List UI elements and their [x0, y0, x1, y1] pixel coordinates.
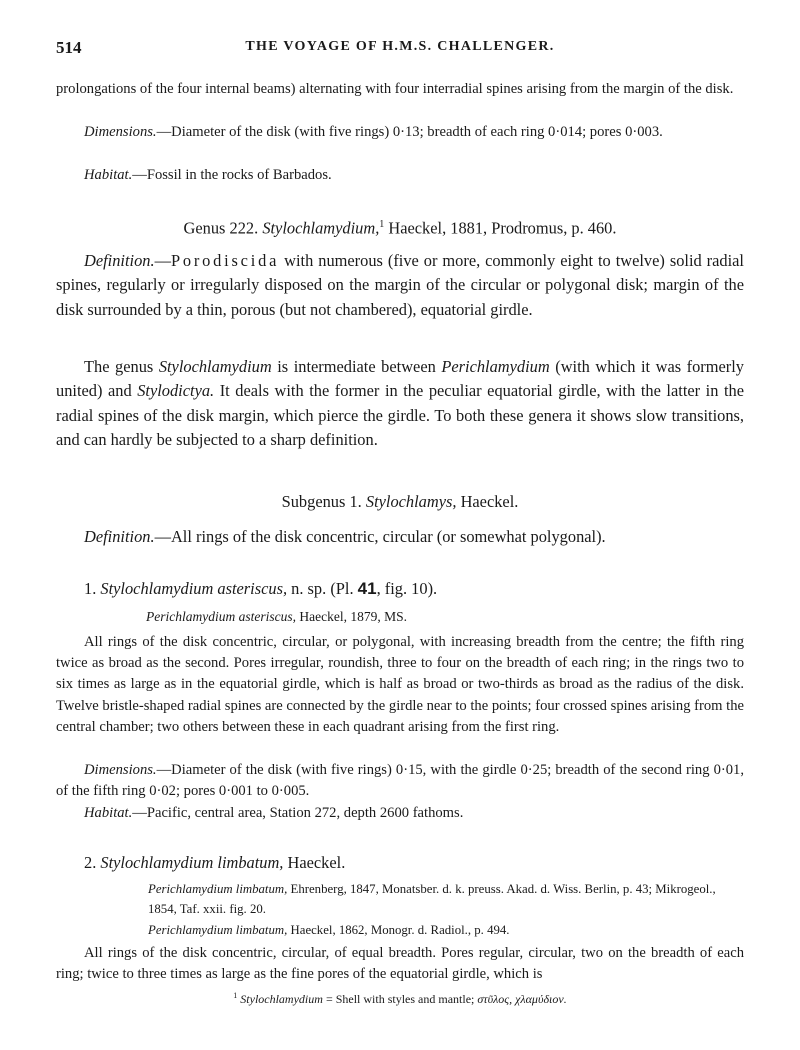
running-title: THE VOYAGE OF H.M.S. CHALLENGER.	[245, 39, 555, 54]
subgenus-heading: Subgenus 1. Stylochlamys, Haeckel.	[281, 492, 519, 511]
definition-label: Definition.	[84, 527, 155, 546]
species1-name: Stylochlamydium asteriscus,	[100, 579, 288, 598]
footnote: $^1$ Stylochlamydium = Shell with styles and mantle; στῦλος, χλαμύδιον.	[233, 991, 567, 1006]
subgenus-name: Stylochlamys,	[365, 492, 457, 511]
species2-synonym-1: Perichlamydium limbatum, Ehrenberg, 1847, Monatsber. d. k. preuss. Akad. d. Wiss. Berlin, p. 43; Mikrogeol., 1854, Taf. xxii. fig. 20.	[148, 882, 716, 917]
species2-description: All rings of the disk concentric, circular, of equal breadth. Pores regular, circular, two on the breadth of each ring; twice to three times as large as the fine pores of the equatorial girdle, which is	[56, 945, 744, 983]
prev-habitat: Habitat.—Fossil in the rocks of Barbados.	[84, 167, 332, 183]
species1-description: All rings of the disk concentric, circular, or polygonal, with increasing breadth from the centre; the fifth ring twice as broad as the second. Pores irregular, roundish, three to four on the breadth of each ring; in the rings two to six times as large as in the equatorial girdle, which is half as broad or two-thirds as broad as the radius of the disk. Twelve bristle-shaped radial spines are connected by the girdle near to the points; four crossed spines arising from the central chamber; two others between these in each quadrant arising from the first ring.	[56, 634, 744, 735]
genus-discussion: The genus Stylochlamydium is intermediate between Perichlamydium (with which it was formerly united) and Stylodictya. It deals with the former in the peculiar equatorial girdle, with the latter in the radial spines of the disk margin, which pierce the girdle. To both these genera it shows slow transitions, and can hardly be subjected to a sharp definition.	[56, 357, 745, 450]
footnote-term: Stylochlamydium	[240, 992, 323, 1006]
plate-number: 41	[357, 579, 377, 598]
page-header	[56, 38, 744, 62]
species1-dimensions: Dimensions.—Diameter of the disk (with five rings) 0·15, with the girdle 0·25; breadth of the second ring 0·01, of the fifth ring 0·02; pores 0·001 to 0·005.	[56, 762, 744, 800]
species2-heading: 2. Stylochlamydium limbatum, Haeckel.	[84, 853, 346, 872]
prev-dimensions: Dimensions.—Diameter of the disk (with five rings) 0·13; breadth of each ring 0·014; pores 0·003.	[84, 124, 663, 140]
genus-name: Stylochlamydium,	[262, 218, 380, 238]
species2-synonym-2: Perichlamydium limbatum, Haeckel, 1862, Monogr. d. Radiol., p. 494.	[148, 923, 510, 937]
page-number: 514	[56, 38, 82, 57]
dimensions-label: Dimensions.	[84, 762, 157, 778]
prev-species-text: prolongations of the four internal beams) alternating with four interradial spines arising from the margin of the disk.	[56, 81, 734, 97]
species1-synonym: Perichlamydium asteriscus, Haeckel, 1879, MS.	[146, 609, 407, 624]
footnote-greek: στῦλος, χλαμύδιον.	[477, 992, 567, 1006]
group-name: Porodiscida	[170, 251, 280, 270]
footnote-ref: 1	[379, 219, 385, 230]
species1-habitat: Habitat.—Pacific, central area, Station 272, depth 2600 fathoms.	[84, 805, 464, 821]
genus-heading: Genus 222. Stylochlamydium,$^1$ Haeckel, 1881, Prodromus, p. 460.	[183, 218, 617, 238]
dimensions-label: Dimensions.	[84, 124, 157, 140]
subgenus-definition: Definition.—All rings of the disk concentric, circular (or somewhat polygonal).	[84, 527, 606, 546]
genus-definition: Definition.—Porodiscida with numerous (five or more, commonly eight to twelve) solid radial spines, regularly or irregularly disposed on the margin of the circular or polygonal disk; margin of the disk surrounded by a thin, porous (but not chambered), equatorial girdle.	[56, 251, 744, 319]
habitat-label: Habitat.	[84, 167, 133, 183]
species1-heading: 1. Stylochlamydium asteriscus, n. sp. (Pl. 41, fig. 10).	[84, 579, 438, 598]
habitat-label: Habitat.	[84, 805, 133, 821]
species2-name: Stylochlamydium limbatum,	[100, 853, 284, 872]
definition-label: Definition.	[84, 251, 155, 270]
